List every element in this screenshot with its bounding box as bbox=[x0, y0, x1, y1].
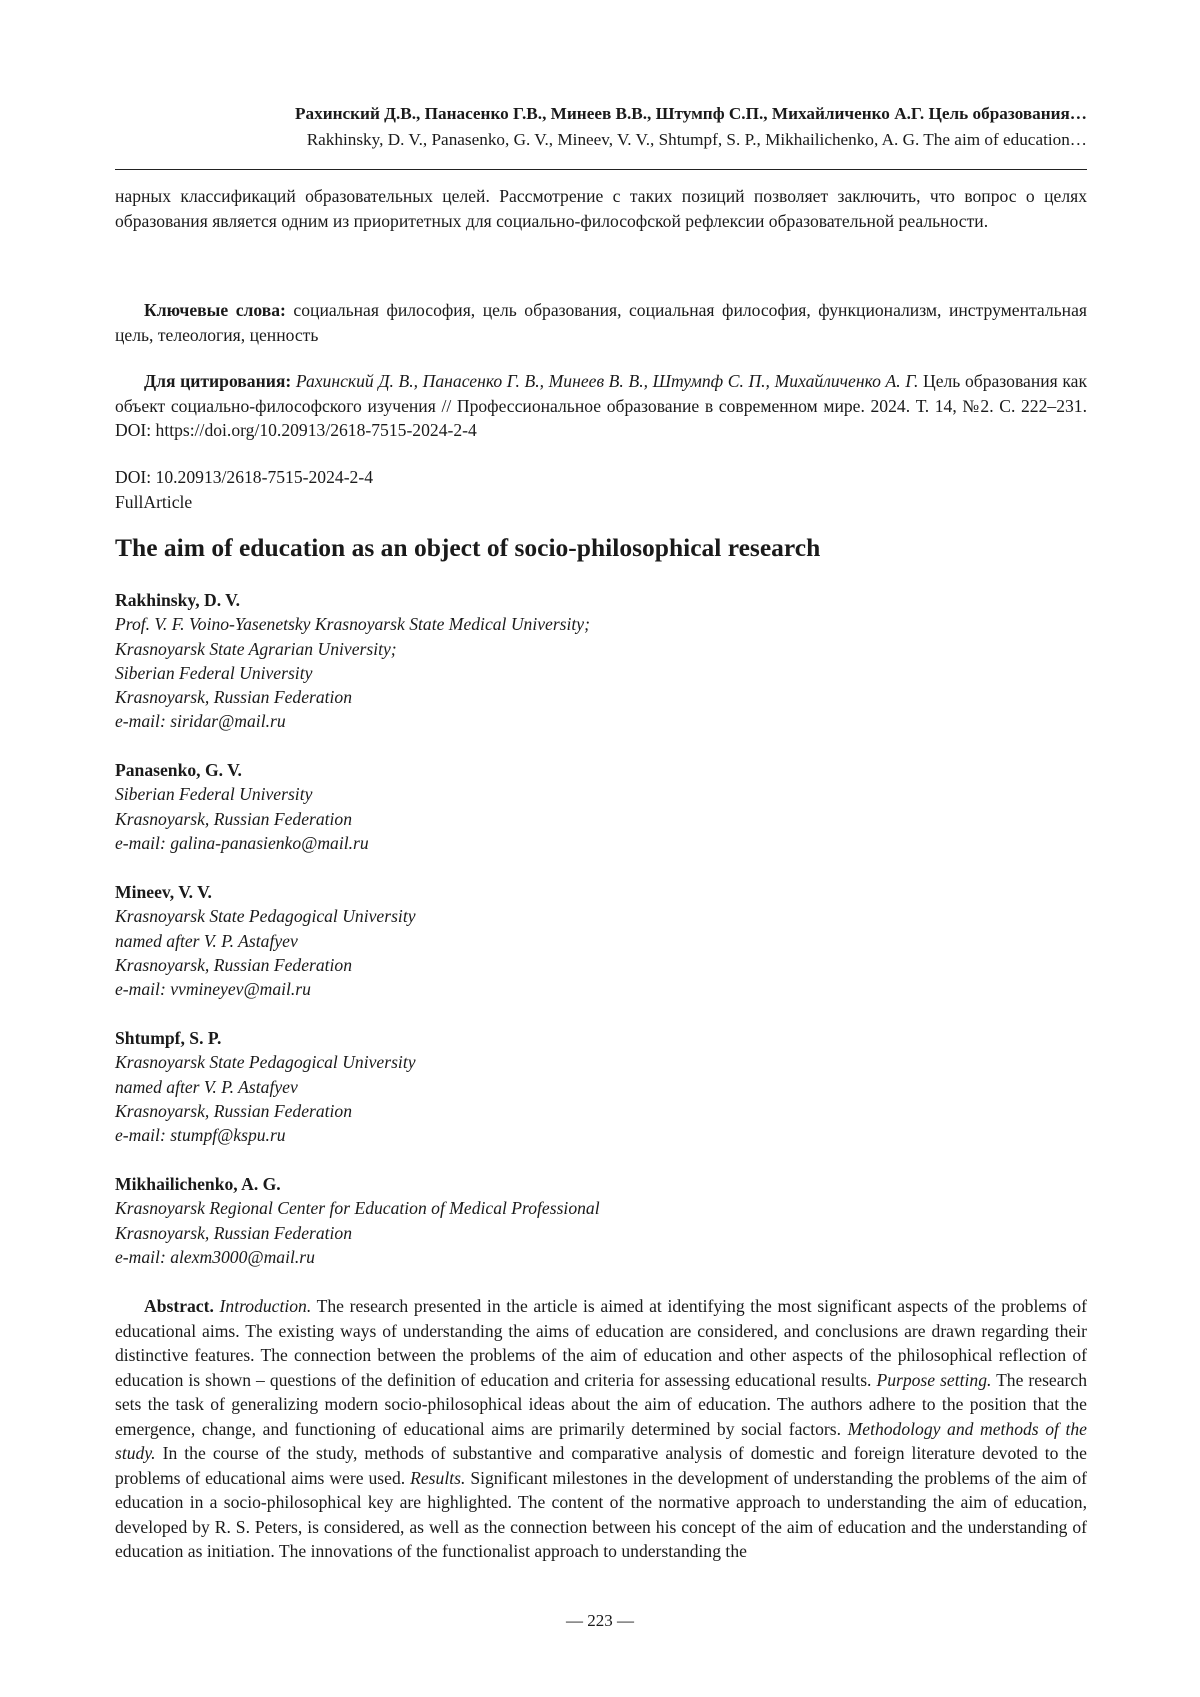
abstract-intro-label: Introduction. bbox=[214, 1296, 311, 1316]
author-affiliation: Krasnoyarsk, Russian Federation bbox=[115, 685, 1087, 709]
author-affiliation: Prof. V. F. Voino-Yasenetsky Krasnoyarsk State Medical University; bbox=[115, 612, 1087, 636]
author-block bbox=[115, 758, 1087, 855]
citation-text: Цель образования как объект социально-философского изучения // Профессиональное образование в современном мире. 2024. Т. 14, №2. С. 222–231. DOI: https://doi.org/10.20913/2618-7515-2024-2-4 bbox=[115, 371, 1087, 440]
running-head-authors-ru: Рахинский Д.В., Панасенко Г.В., Минеев В.В., Штумпф С.П., Михайличенко А.Г. Цель образования… bbox=[115, 101, 1087, 127]
author-affiliation: Krasnoyarsk State Agrarian University; bbox=[115, 637, 1087, 661]
author-name: Mikhailichenko, A. G. bbox=[115, 1172, 1087, 1196]
abstract-purpose-text: The research sets the task of generalizing modern socio-philosophical ideas about the aim of education. The authors adhere to the position that the emergence, change, and functioning of educational aims are primarily determined by social factors. bbox=[115, 1370, 1087, 1439]
author-name: Rakhinsky, D. V. bbox=[115, 588, 1087, 612]
running-head bbox=[115, 101, 1087, 153]
abstract-method-text: In the course of the study, methods of substantive and comparative analysis of domestic and foreign literature devoted to the problems of educational aims were used. bbox=[115, 1443, 1087, 1488]
abstract-method-label: Methodology and methods of the study. bbox=[115, 1419, 1087, 1464]
keywords-label: Ключевые слова: bbox=[144, 300, 286, 320]
author-affiliation: Krasnoyarsk, Russian Federation bbox=[115, 1099, 1087, 1123]
author-email: e-mail: galina-panasienko@mail.ru bbox=[115, 831, 1087, 855]
author-affiliation: Siberian Federal University bbox=[115, 782, 1087, 806]
author-name: Panasenko, G. V. bbox=[115, 758, 1087, 782]
abstract-label: Abstract. bbox=[144, 1296, 214, 1316]
citation-authors: Рахинский Д. В., Панасенко Г. В., Минеев В. В., Штумпф С. П., Михайличенко А. Г. bbox=[291, 371, 918, 391]
running-head-authors-en: Rakhinsky, D. V., Panasenko, G. V., Mineev, V. V., Shtumpf, S. P., Mikhailichenko, A. G. The aim of education… bbox=[115, 127, 1087, 153]
author-affiliation: named after V. P. Astafyev bbox=[115, 1075, 1087, 1099]
author-block bbox=[115, 1026, 1087, 1147]
author-affiliation: Krasnoyarsk State Pedagogical University bbox=[115, 904, 1087, 928]
author-email: e-mail: alexm3000@mail.ru bbox=[115, 1245, 1087, 1269]
keywords-text: социальная философия, цель образования, социальная философия, функционализм, инструментальная цель, телеология, ценность bbox=[115, 300, 1087, 345]
abstract-results-label: Results. bbox=[405, 1468, 465, 1488]
author-affiliation: named after V. P. Astafyev bbox=[115, 929, 1087, 953]
intro-paragraph: нарных классификаций образовательных целей. Рассмотрение с таких позиций позволяет заключить, что вопрос о целях образования является одним из приоритетных для социально-философской рефлексии образовательной реальности. bbox=[115, 184, 1087, 233]
abstract-results-text: Significant milestones in the development of understanding the problems of the aim of education in a socio-philosophical key are highlighted. The content of the normative approach to understanding the aim of education, developed by R. S. Peters, is considered, as well as the connection between his concept of the aim of education and the understanding of education as initiation. The innovations of the functionalist approach to understanding the bbox=[115, 1468, 1087, 1562]
abstract-purpose-label: Purpose setting. bbox=[871, 1370, 991, 1390]
author-name: Shtumpf, S. P. bbox=[115, 1026, 1087, 1050]
abstract-intro-text: The research presented in the article is aimed at identifying the most significant aspects of the problems of educational aims. The existing ways of understanding the aims of education are considered, and conclusions are drawn regarding their distinctive features. The connection between the problems of the aim of education and other aspects of the philosophical reflection of education is shown – questions of the definition of education and criteria for assessing educational results. bbox=[115, 1296, 1087, 1390]
author-block bbox=[115, 1172, 1087, 1269]
author-affiliation: Krasnoyarsk, Russian Federation bbox=[115, 953, 1087, 977]
author-name: Mineev, V. V. bbox=[115, 880, 1087, 904]
author-affiliation: Krasnoyarsk, Russian Federation bbox=[115, 807, 1087, 831]
author-affiliation: Krasnoyarsk Regional Center for Education of Medical Professional bbox=[115, 1196, 1087, 1220]
abstract-paragraph bbox=[115, 1294, 1087, 1564]
author-email: e-mail: vvmineyev@mail.ru bbox=[115, 977, 1087, 1001]
author-affiliation: Krasnoyarsk, Russian Federation bbox=[115, 1221, 1087, 1245]
article-type: FullArticle bbox=[115, 490, 1087, 515]
citation-paragraph bbox=[115, 369, 1087, 443]
header-rule bbox=[115, 169, 1087, 170]
doi-line: DOI: 10.20913/2618-7515-2024-2-4 bbox=[115, 465, 1087, 490]
article-title-en: The aim of education as an object of socio-philosophical research bbox=[115, 531, 1087, 565]
author-affiliation: Siberian Federal University bbox=[115, 661, 1087, 685]
author-email: e-mail: siridar@mail.ru bbox=[115, 709, 1087, 733]
page-number: — 223 — bbox=[0, 1611, 1200, 1631]
citation-label: Для цитирования: bbox=[144, 371, 291, 391]
author-affiliation: Krasnoyarsk State Pedagogical University bbox=[115, 1050, 1087, 1074]
author-block bbox=[115, 588, 1087, 734]
doi-block bbox=[115, 465, 1087, 514]
author-block bbox=[115, 880, 1087, 1001]
author-email: e-mail: stumpf@kspu.ru bbox=[115, 1123, 1087, 1147]
keywords-paragraph bbox=[115, 298, 1087, 347]
